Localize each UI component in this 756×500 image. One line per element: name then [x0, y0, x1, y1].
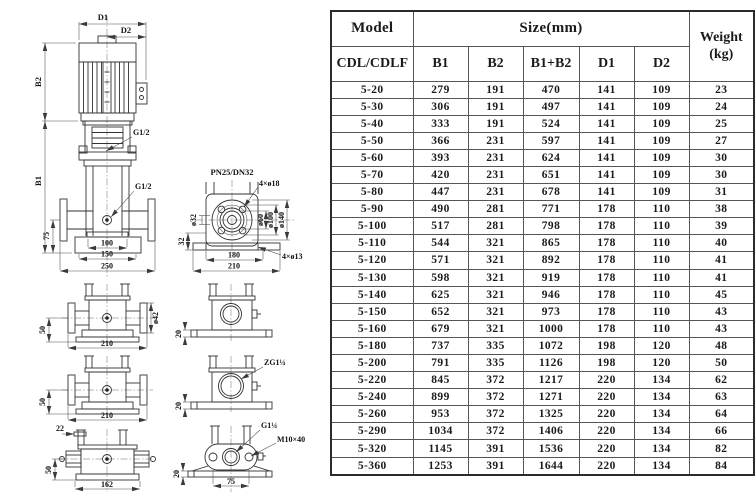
table-row — [331, 406, 754, 423]
dim-b1-label: B1 — [33, 176, 43, 186]
cell-b1b2: 651 — [523, 166, 579, 183]
header-weight — [689, 11, 754, 81]
dim-bore-label: ø32 — [189, 214, 198, 226]
flange-bolt-holes-label: 4×ø18 — [259, 179, 280, 188]
dim-162-label: 162 — [101, 480, 113, 489]
cell-b1b2: 524 — [523, 115, 579, 132]
cell-d1: 178 — [579, 201, 634, 218]
cell-d2: 110 — [634, 286, 689, 303]
cell-d2: 110 — [634, 269, 689, 286]
cell-d1: 220 — [579, 389, 634, 406]
port-view-1 — [174, 284, 272, 344]
header-col-b1: B1 — [413, 46, 468, 81]
cell-b1b2: 1072 — [523, 337, 579, 354]
port-view-2 — [174, 356, 286, 416]
cell-d1: 198 — [579, 337, 634, 354]
cell-d1: 178 — [579, 235, 634, 252]
cell-model: 5-30 — [331, 98, 413, 115]
cell-model: 5-290 — [331, 423, 413, 440]
dim-210-label: 210 — [101, 411, 113, 420]
cell-d1: 178 — [579, 252, 634, 269]
cell-d2: 120 — [634, 355, 689, 372]
cell-model: 5-50 — [331, 132, 413, 149]
cell-d2: 109 — [634, 149, 689, 166]
cell-model: 5-60 — [331, 149, 413, 166]
cell-d1: 178 — [579, 303, 634, 320]
thread-zg114-label: ZG1¼ — [264, 358, 286, 367]
cell-b1b2: 946 — [523, 286, 579, 303]
cell-b1b2: 1644 — [523, 457, 579, 475]
drawing-pane — [0, 0, 330, 500]
cell-b2: 231 — [468, 166, 523, 183]
cell-weight: 25 — [689, 115, 754, 132]
cell-model: 5-160 — [331, 320, 413, 337]
dim-150-label: 150 — [101, 249, 113, 259]
table-row — [331, 320, 754, 337]
cell-b1: 517 — [413, 218, 468, 235]
cell-b1: 366 — [413, 132, 468, 149]
cell-d1: 141 — [579, 166, 634, 183]
cell-b1b2: 1000 — [523, 320, 579, 337]
cell-b2: 372 — [468, 406, 523, 423]
cell-b2: 231 — [468, 149, 523, 166]
table-row — [331, 132, 754, 149]
cell-b2: 372 — [468, 389, 523, 406]
bolt-m10x40-label: M10×40 — [277, 435, 306, 444]
cell-b2: 321 — [468, 235, 523, 252]
table-row — [331, 166, 754, 183]
cell-d1: 141 — [579, 115, 634, 132]
dim-75-label: 75 — [42, 232, 51, 240]
cell-b1: 791 — [413, 355, 468, 372]
cell-weight: 31 — [689, 184, 754, 201]
side-view-1 — [38, 284, 160, 348]
cell-d1: 178 — [579, 218, 634, 235]
cell-weight: 84 — [689, 457, 754, 475]
cell-b1: 953 — [413, 406, 468, 423]
cell-b1: 598 — [413, 269, 468, 286]
cell-d1: 178 — [579, 286, 634, 303]
port-view-3 — [172, 421, 305, 492]
table-row — [331, 423, 754, 440]
cell-d2: 134 — [634, 423, 689, 440]
table-row — [331, 149, 754, 166]
table-row — [331, 184, 754, 201]
cell-b2: 321 — [468, 303, 523, 320]
cell-weight: 43 — [689, 303, 754, 320]
table-row — [331, 81, 754, 98]
cell-d2: 109 — [634, 115, 689, 132]
dim-210-label: 210 — [228, 261, 240, 271]
dim-75-label: 75 — [227, 477, 235, 486]
dim-250-label: 250 — [101, 261, 113, 271]
cell-b1b2: 1406 — [523, 423, 579, 440]
size-spec-table — [330, 10, 755, 476]
cell-b2: 335 — [468, 337, 523, 354]
dim-50-label: 50 — [44, 466, 53, 474]
header-col-b1b2: B1+B2 — [523, 46, 579, 81]
cell-d2: 110 — [634, 303, 689, 320]
dim-22-label: 22 — [56, 424, 64, 433]
cell-model: 5-140 — [331, 286, 413, 303]
flange-title: PN25/DN32 — [210, 167, 254, 177]
cell-d1: 141 — [579, 81, 634, 98]
cell-weight: 64 — [689, 406, 754, 423]
cell-d2: 110 — [634, 235, 689, 252]
cell-model: 5-70 — [331, 166, 413, 183]
cell-d1: 141 — [579, 98, 634, 115]
cell-model: 5-130 — [331, 269, 413, 286]
cell-b2: 231 — [468, 132, 523, 149]
port-g12-lower-label: G1/2 — [135, 182, 152, 191]
cell-b1b2: 865 — [523, 235, 579, 252]
cell-b1: 1253 — [413, 457, 468, 475]
dim-180-label: 180 — [228, 250, 240, 260]
cell-weight: 48 — [689, 337, 754, 354]
table-row — [331, 218, 754, 235]
table-row — [331, 269, 754, 286]
cell-d2: 120 — [634, 337, 689, 354]
dim-50-label: 50 — [38, 326, 47, 334]
cell-d2: 134 — [634, 389, 689, 406]
cell-b1b2: 771 — [523, 201, 579, 218]
table-body — [331, 81, 754, 475]
table-row — [331, 235, 754, 252]
cell-d2: 110 — [634, 252, 689, 269]
cell-b1: 1145 — [413, 440, 468, 457]
cell-model: 5-100 — [331, 218, 413, 235]
cell-b1b2: 470 — [523, 81, 579, 98]
cell-d2: 134 — [634, 457, 689, 475]
junction-box — [136, 83, 147, 104]
header-col-d2: D2 — [634, 46, 689, 81]
cell-weight: 39 — [689, 218, 754, 235]
cell-weight: 27 — [689, 132, 754, 149]
cell-d2: 110 — [634, 201, 689, 218]
side-view-2 — [38, 356, 153, 420]
cell-d1: 178 — [579, 269, 634, 286]
dim-dia60-label: ø60 — [256, 214, 265, 226]
table-row — [331, 98, 754, 115]
cell-model: 5-220 — [331, 372, 413, 389]
side-view-3 — [44, 424, 156, 492]
cell-b1: 679 — [413, 320, 468, 337]
header-col-d1: D1 — [579, 46, 634, 81]
dim-20-label: 20 — [174, 330, 183, 338]
header-size-group: Size(mm) — [413, 11, 689, 46]
cell-weight: 50 — [689, 355, 754, 372]
cell-d1: 141 — [579, 149, 634, 166]
cell-b1b2: 1536 — [523, 440, 579, 457]
cell-b2: 231 — [468, 184, 523, 201]
cell-model: 5-90 — [331, 201, 413, 218]
cell-b2: 321 — [468, 286, 523, 303]
header-weight-line1: Weight — [699, 29, 743, 45]
cell-weight: 63 — [689, 389, 754, 406]
cell-d1: 141 — [579, 184, 634, 201]
cell-b1b2: 798 — [523, 218, 579, 235]
dim-32-label: 32 — [177, 237, 186, 246]
header-col-b2: B2 — [468, 46, 523, 81]
dim-20-label: 20 — [174, 402, 183, 410]
cell-model: 5-150 — [331, 303, 413, 320]
cell-b2: 281 — [468, 201, 523, 218]
cell-b2: 321 — [468, 269, 523, 286]
cell-d2: 109 — [634, 184, 689, 201]
dim-dia42-label: ø42 — [151, 312, 160, 324]
table-row — [331, 372, 754, 389]
table-row — [331, 201, 754, 218]
cell-d2: 134 — [634, 406, 689, 423]
cell-model: 5-20 — [331, 81, 413, 98]
dim-dia100-label: ø100 — [266, 212, 275, 228]
cell-weight: 43 — [689, 320, 754, 337]
table-row — [331, 286, 754, 303]
cell-b1: 737 — [413, 337, 468, 354]
cell-weight: 41 — [689, 269, 754, 286]
cell-b1b2: 919 — [523, 269, 579, 286]
cell-b1: 420 — [413, 166, 468, 183]
cell-weight: 82 — [689, 440, 754, 457]
header-model-sub: CDL/CDLF — [331, 46, 413, 81]
cell-b1b2: 892 — [523, 252, 579, 269]
cell-d1: 198 — [579, 355, 634, 372]
cell-b1: 845 — [413, 372, 468, 389]
cell-b2: 372 — [468, 423, 523, 440]
cell-b2: 372 — [468, 372, 523, 389]
cell-b1b2: 1126 — [523, 355, 579, 372]
cell-b2: 191 — [468, 81, 523, 98]
dim-d2-label: D2 — [120, 25, 132, 35]
cell-model: 5-200 — [331, 355, 413, 372]
cell-b1: 652 — [413, 303, 468, 320]
cell-b2: 335 — [468, 355, 523, 372]
cell-model: 5-120 — [331, 252, 413, 269]
cell-b1b2: 597 — [523, 132, 579, 149]
cell-weight: 62 — [689, 372, 754, 389]
cell-b1: 490 — [413, 201, 468, 218]
cell-b1: 899 — [413, 389, 468, 406]
port-g12-upper-label: G1/2 — [133, 128, 150, 137]
cell-d2: 110 — [634, 320, 689, 337]
cell-b2: 191 — [468, 115, 523, 132]
dim-b2-label: B2 — [33, 77, 43, 87]
dim-210-label: 210 — [101, 339, 113, 348]
dim-100-label: 100 — [101, 238, 113, 248]
cell-weight: 30 — [689, 149, 754, 166]
table-row — [331, 457, 754, 475]
cell-model: 5-40 — [331, 115, 413, 132]
cell-b1: 279 — [413, 81, 468, 98]
cell-b1b2: 624 — [523, 149, 579, 166]
cell-d1: 141 — [579, 132, 634, 149]
cell-b1: 306 — [413, 98, 468, 115]
cell-weight: 40 — [689, 235, 754, 252]
cell-b1: 333 — [413, 115, 468, 132]
cell-model: 5-110 — [331, 235, 413, 252]
cell-weight: 45 — [689, 286, 754, 303]
dim-50-label: 50 — [38, 398, 47, 406]
flange-top-view — [177, 167, 303, 271]
cell-b1: 1034 — [413, 423, 468, 440]
cell-model: 5-180 — [331, 337, 413, 354]
cell-b2: 391 — [468, 440, 523, 457]
thread-g114-label: G1¼ — [261, 421, 278, 430]
cell-b2: 191 — [468, 98, 523, 115]
cell-weight: 41 — [689, 252, 754, 269]
cell-weight: 30 — [689, 166, 754, 183]
table-pane — [330, 10, 753, 476]
flange-base-holes-label: 4×ø13 — [282, 252, 303, 261]
cell-model: 5-80 — [331, 184, 413, 201]
header-weight-line2: (kg) — [709, 47, 734, 63]
cell-b2: 391 — [468, 457, 523, 475]
pump-dimension-drawing — [0, 0, 330, 500]
cell-b1: 447 — [413, 184, 468, 201]
table-row — [331, 303, 754, 320]
dim-dia140-label: ø140 — [277, 212, 286, 228]
cell-d1: 220 — [579, 423, 634, 440]
dim-d1-label: D1 — [97, 12, 109, 22]
cell-d2: 109 — [634, 81, 689, 98]
table-row — [331, 337, 754, 354]
cell-d1: 220 — [579, 372, 634, 389]
cell-weight: 38 — [689, 201, 754, 218]
cell-b1b2: 1271 — [523, 389, 579, 406]
cell-b1b2: 678 — [523, 184, 579, 201]
cell-weight: 23 — [689, 81, 754, 98]
cell-model: 5-240 — [331, 389, 413, 406]
cell-b1b2: 1217 — [523, 372, 579, 389]
table-header — [331, 11, 754, 81]
table-row — [331, 389, 754, 406]
cell-b2: 281 — [468, 218, 523, 235]
cell-weight: 24 — [689, 98, 754, 115]
cell-b1: 571 — [413, 252, 468, 269]
cell-model: 5-260 — [331, 406, 413, 423]
cell-b1b2: 1325 — [523, 406, 579, 423]
cell-b1: 625 — [413, 286, 468, 303]
cell-d1: 178 — [579, 320, 634, 337]
cell-model: 5-360 — [331, 457, 413, 475]
cell-b1b2: 973 — [523, 303, 579, 320]
cell-b2: 321 — [468, 320, 523, 337]
cell-b1b2: 497 — [523, 98, 579, 115]
cell-weight: 66 — [689, 423, 754, 440]
header-model: Model — [331, 11, 413, 46]
cell-d2: 134 — [634, 440, 689, 457]
cell-d2: 109 — [634, 98, 689, 115]
cell-b2: 321 — [468, 252, 523, 269]
cell-d1: 220 — [579, 457, 634, 475]
table-row — [331, 252, 754, 269]
table-row — [331, 115, 754, 132]
table-row — [331, 440, 754, 457]
dim-20-label: 20 — [172, 470, 181, 478]
cell-d2: 109 — [634, 132, 689, 149]
cell-d2: 109 — [634, 166, 689, 183]
cell-d1: 220 — [579, 440, 634, 457]
table-row — [331, 355, 754, 372]
cell-d1: 220 — [579, 406, 634, 423]
cell-d2: 110 — [634, 218, 689, 235]
cell-b1: 544 — [413, 235, 468, 252]
cell-d2: 134 — [634, 372, 689, 389]
cell-model: 5-320 — [331, 440, 413, 457]
cell-b1: 393 — [413, 149, 468, 166]
